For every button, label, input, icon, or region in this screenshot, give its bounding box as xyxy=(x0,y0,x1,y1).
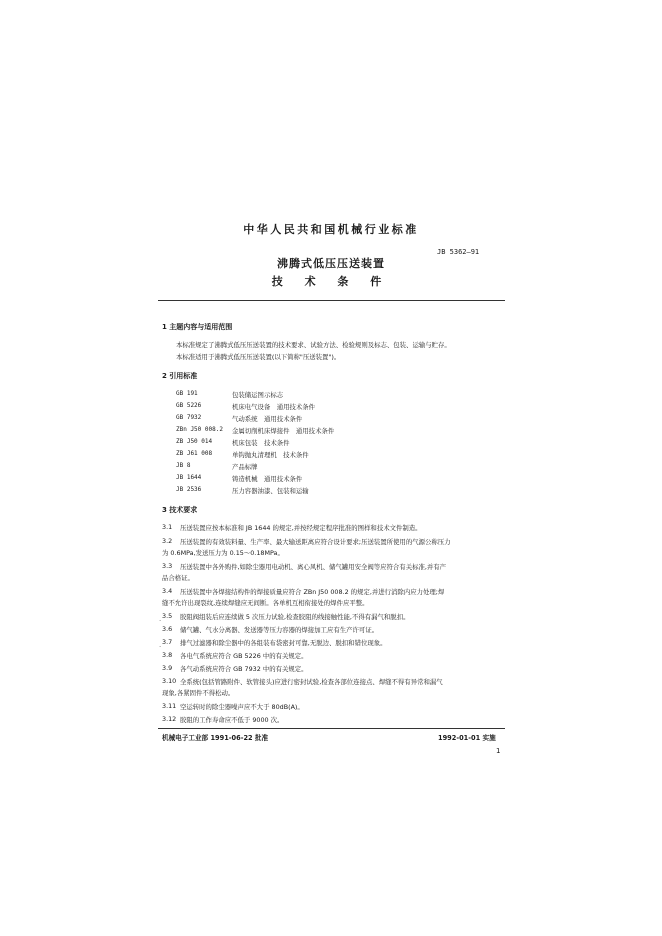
reference-code: JB 1644 xyxy=(176,474,202,481)
section-2-heading: 2 引用标准 xyxy=(162,372,198,380)
reference-title: 单钩抛丸清理机 技术条件 xyxy=(232,451,309,459)
scan-mark: · xyxy=(159,643,162,651)
header-rule xyxy=(158,300,505,301)
section-1-paragraph-1: 本标准规定了沸腾式低压压送装置的技术要求、试验方法、检验规则及标志、包装、运输与贮存。 xyxy=(176,341,451,349)
requirement-text: 压送装置中各外购件,如除尘器用电动机、离心风机、储气罐用安全阀等应符合有关标准,并有产 xyxy=(180,563,447,571)
requirement-continuation: 为 0.6MPa,发送压力为 0.15～0.18MPa。 xyxy=(162,549,284,557)
document-subtitle: 技 术 条 件 xyxy=(271,275,391,288)
requirement-text: 胶阻的工作寿命应不低于 9000 次。 xyxy=(180,716,284,724)
reference-title: 气动系统 通用技术条件 xyxy=(232,415,303,423)
requirement-number: 3.2 xyxy=(162,537,173,545)
requirement-number: 3.7 xyxy=(162,638,173,646)
requirement-text: 压送装置的有效装料量、生产率、最大输送距离应符合设计要求;压送装置所使用的气源公称压力 xyxy=(180,538,451,546)
requirement-number: 3.10 xyxy=(162,677,177,685)
requirement-number: 3.6 xyxy=(162,625,173,633)
reference-code: JB 8 xyxy=(176,462,191,469)
reference-title: 压力容器油漆、包装和运输 xyxy=(232,487,309,495)
requirement-continuation: 现象,各紧固件不得松动。 xyxy=(162,689,235,697)
reference-code: ZBn J50 008.2 xyxy=(176,426,223,433)
approval-line: 机械电子工业部 1991-06-22 批准 xyxy=(162,734,269,742)
requirement-text: 压送装置中各焊接结构件的焊接质量应符合 ZBn J50 008.2 的规定,并进行消除内应力处理;焊 xyxy=(180,588,445,596)
section-1-heading: 1 主题内容与适用范围 xyxy=(162,323,233,331)
standard-code: JB 5362—91 xyxy=(437,248,480,256)
requirement-text: 排气过滤器和除尘器中的各组装布袋密封可靠,无脱边、脱扣和错位现象。 xyxy=(180,639,387,647)
standard-category: 中华人民共和国机械行业标准 xyxy=(243,223,419,236)
requirement-number: 3.11 xyxy=(162,702,177,710)
reference-title: 机床包装 技术条件 xyxy=(232,439,290,447)
requirement-text: 胶阻阀组装后应连续做 5 次压力试验,检查胶阻的线接触性能,不得有漏气和脱扣。 xyxy=(180,613,410,621)
requirement-number: 3.1 xyxy=(162,523,173,531)
reference-code: ZB J61 008 xyxy=(176,450,213,457)
requirement-text: 储气罐、气水分离器、发送器等压力容器的焊接加工应有生产许可证。 xyxy=(180,626,379,634)
reference-code: JB 2536 xyxy=(176,486,202,493)
requirement-continuation: 品合格证。 xyxy=(162,574,194,582)
document-title: 沸腾式低压压送装置 xyxy=(277,257,385,270)
requirement-text: 各气动系统应符合 GB 7932 中的有关规定。 xyxy=(180,665,308,673)
footer-rule xyxy=(158,728,505,729)
requirement-text: 压送装置应按本标准和 JB 1644 的规定,并按经规定程序批准的图样和技术文件制造。 xyxy=(180,524,422,532)
reference-title: 包装储运图示标志 xyxy=(232,391,284,399)
requirement-text: 空运转时的除尘器噪声应不大于 80dB(A)。 xyxy=(180,703,304,711)
reference-code: GB 191 xyxy=(176,390,198,397)
page-number: 1 xyxy=(496,747,501,755)
reference-code: GB 7932 xyxy=(176,414,202,421)
requirement-number: 3.5 xyxy=(162,612,173,620)
section-1-paragraph-2: 本标准适用于沸腾式低压压送装置(以下简称"压送装置")。 xyxy=(176,353,341,361)
requirement-text: 全系统(包括管路附件、软管接头)应进行密封试验,检查各部位连接点、焊缝不得有异常和漏气 xyxy=(180,678,443,686)
reference-code: ZB J50 014 xyxy=(176,438,213,445)
scan-mark: · xyxy=(159,617,162,625)
implementation-date: 1992-01-01 实施 xyxy=(438,734,496,742)
section-3-heading: 3 技术要求 xyxy=(162,506,198,514)
requirement-number: 3.8 xyxy=(162,651,173,659)
reference-title: 铸造机械 通用技术条件 xyxy=(232,475,303,483)
reference-title: 产品标牌 xyxy=(232,463,258,471)
requirement-number: 3.4 xyxy=(162,587,173,595)
requirement-number: 3.3 xyxy=(162,562,173,570)
requirement-number: 3.9 xyxy=(162,664,173,672)
requirement-number: 3.12 xyxy=(162,715,177,723)
reference-code: GB 5226 xyxy=(176,402,202,409)
requirement-text: 各电气系统应符合 GB 5226 中的有关规定。 xyxy=(180,652,308,660)
reference-title: 机床电气设备 通用技术条件 xyxy=(232,403,316,411)
reference-title: 金属切削机床焊接件 通用技术条件 xyxy=(232,427,335,435)
requirement-continuation: 缝不允许出现裂纹,连续焊缝应无间断。各单机互相衔接处的焊件应平整。 xyxy=(162,599,369,607)
